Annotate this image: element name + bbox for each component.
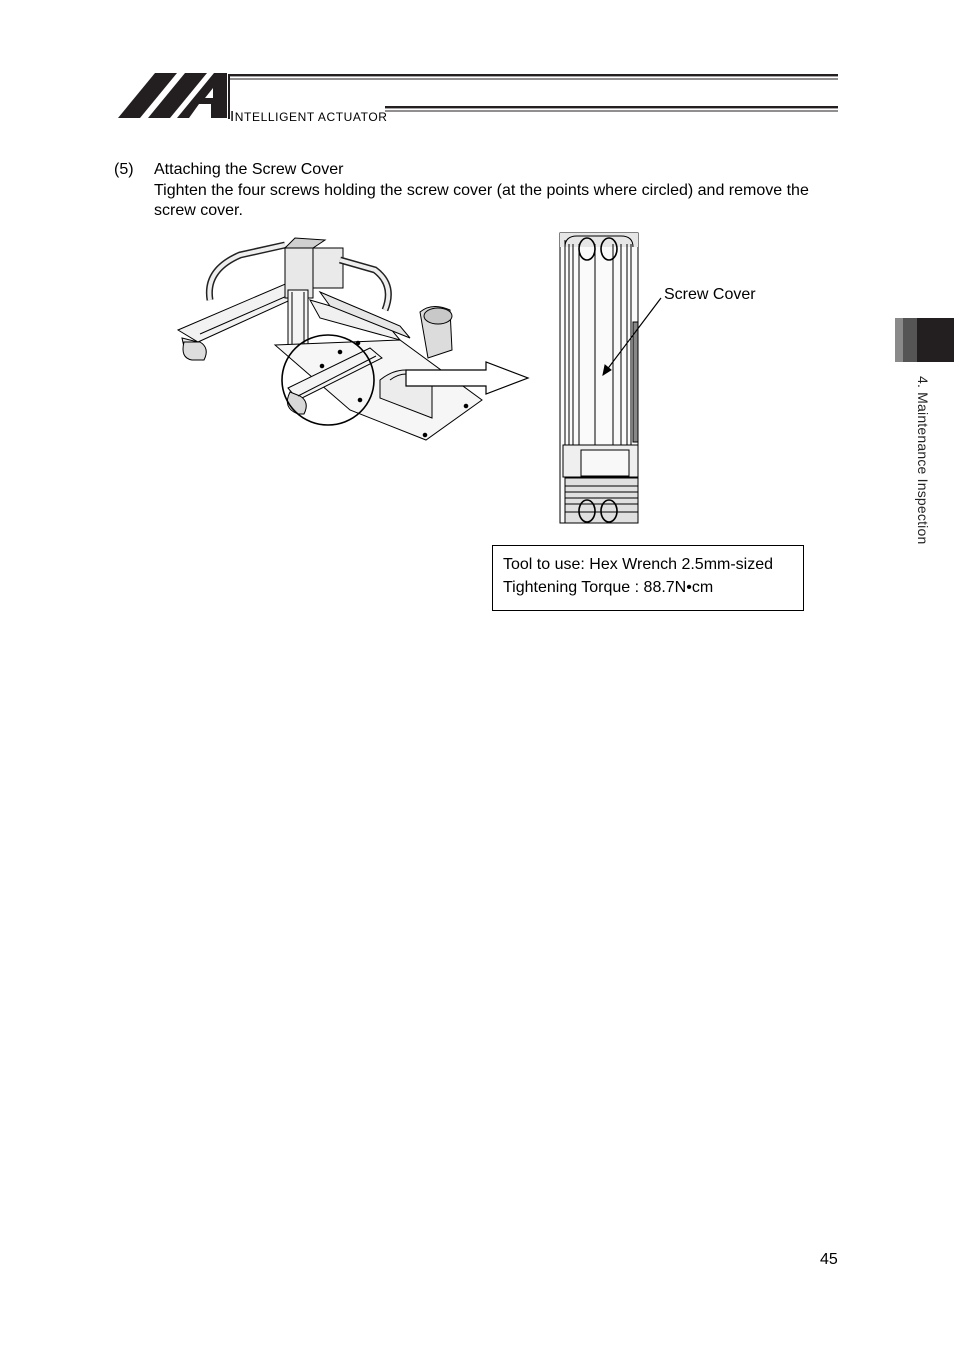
tool-line: Tool to use: Hex Wrench 2.5mm-sized — [503, 556, 774, 573]
screw-cover-callout: Screw Cover — [664, 286, 756, 303]
step-title: Attaching the Screw Cover — [154, 161, 344, 178]
tool-info-box — [492, 545, 804, 611]
screw-cover-detail — [555, 230, 780, 525]
step-instructions: Tighten the four screws holding the screw cover (at the points where circled) and remove the screw cover. — [154, 182, 809, 219]
page-number: 45 — [820, 1251, 838, 1268]
iai-logo — [115, 70, 840, 130]
brand-wordmark: INTELLIGENT ACTUATOR — [230, 108, 388, 125]
torque-line: Tightening Torque : 88.7N•cm — [503, 579, 714, 596]
actuator-illustration — [170, 230, 540, 445]
chapter-side-label: 4. Maintenance Inspection — [915, 376, 931, 545]
chapter-tab-mid — [903, 318, 917, 362]
step-number: (5) — [114, 161, 134, 178]
chapter-tab-dark — [917, 318, 954, 362]
